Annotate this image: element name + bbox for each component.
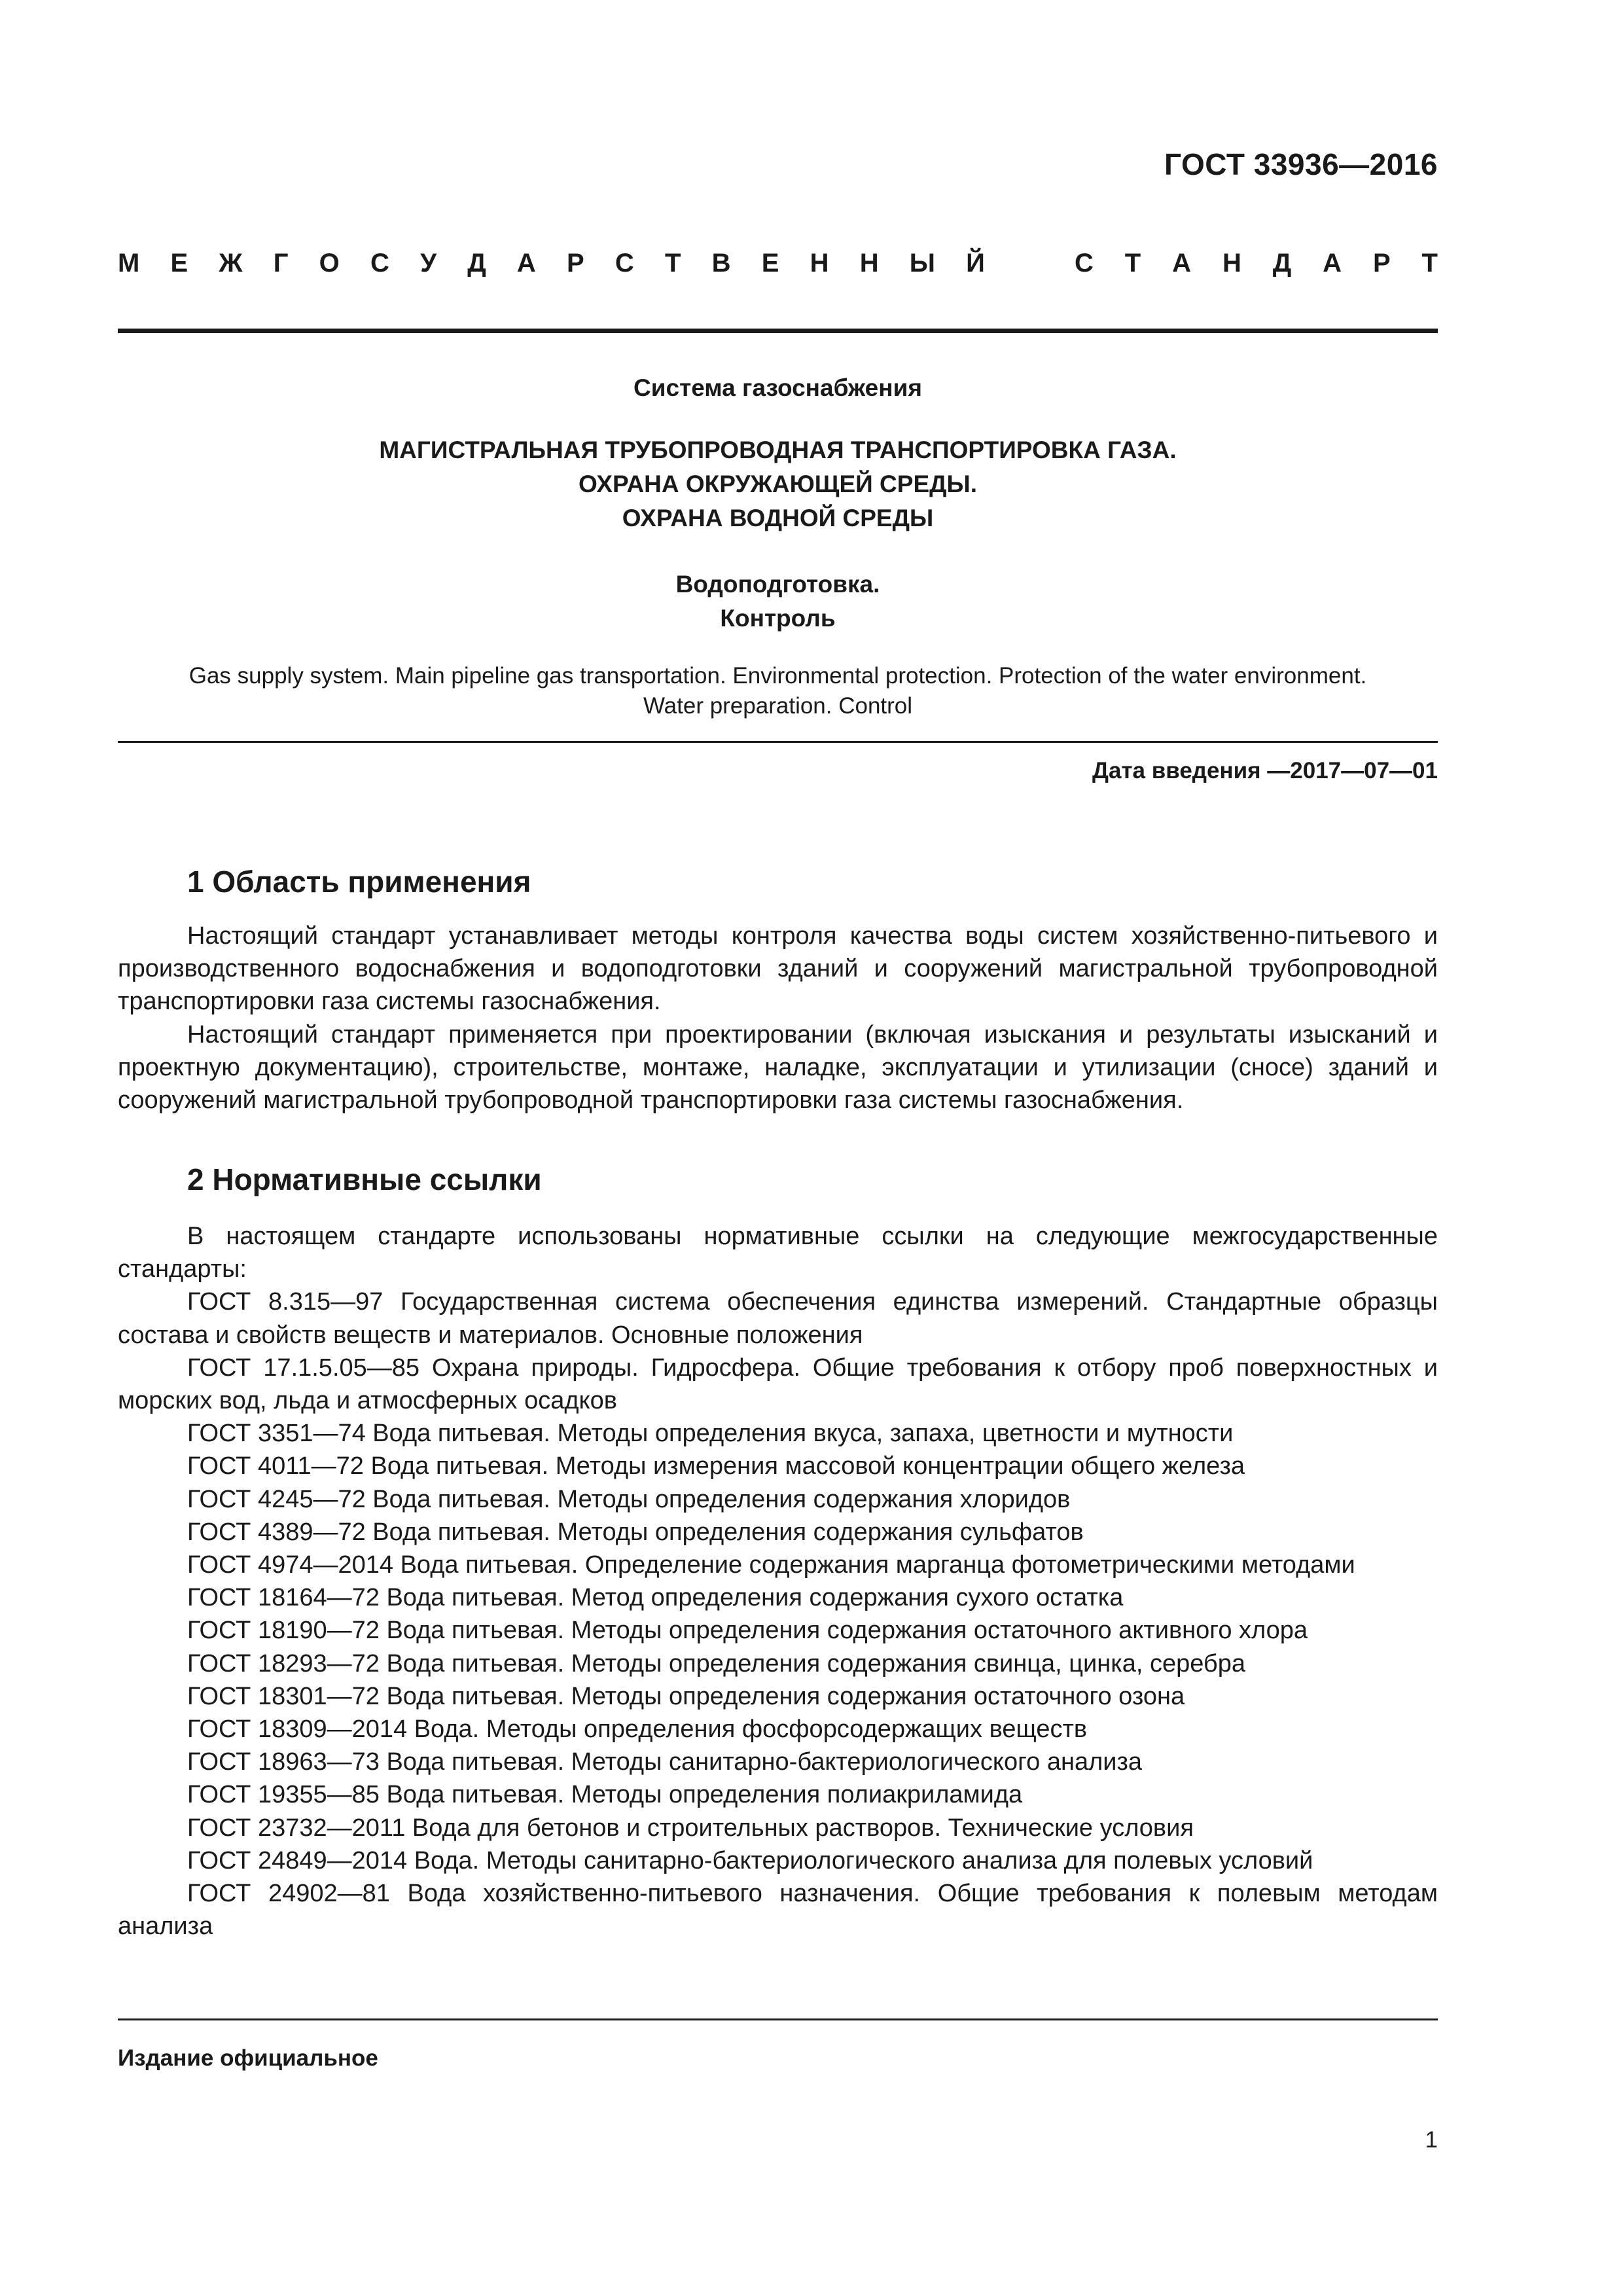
scope-text xyxy=(118,920,1438,1117)
banner-letter: С xyxy=(370,249,389,278)
reference-item: ГОСТ 18293—72 Вода питьевая. Методы определения содержания свинца, цинка, серебра xyxy=(187,1649,1245,1677)
banner-letter: А xyxy=(516,249,536,278)
reference-item: ГОСТ 18301—72 Вода питьевая. Методы определения содержания остаточного озона xyxy=(187,1682,1185,1710)
footer-divider xyxy=(118,2018,1438,2020)
banner-letter: А xyxy=(1172,249,1192,278)
reference-item: ГОСТ 4389—72 Вода питьевая. Методы определения содержания сульфатов xyxy=(187,1518,1084,1546)
banner-letter: А xyxy=(1323,249,1342,278)
page-number: 1 xyxy=(1425,2127,1438,2153)
reference-item: ГОСТ 4974—2014 Вода питьевая. Определение содержания марганца фотометрическими методами xyxy=(187,1551,1355,1579)
banner-letter: О xyxy=(319,249,340,278)
main-title-line: ОХРАНА ВОДНОЙ СРЕДЫ xyxy=(622,505,934,531)
banner-word-standard xyxy=(1075,249,1438,278)
reference-item: ГОСТ 18309—2014 Вода. Методы определения фосфорсодержащих веществ xyxy=(187,1715,1088,1744)
reference-item: ГОСТ 23732—2011 Вода для бетонов и строительных растворов. Технические условия xyxy=(187,1814,1194,1842)
banner-letter: Ы xyxy=(909,249,935,278)
system-title: Система газоснабжения xyxy=(633,374,922,401)
reference-item: ГОСТ 24902—81 Вода хозяйственно-питьевого назначения. Общие требования к полевым методам анализа xyxy=(118,1880,1438,1941)
paragraph: Настоящий стандарт устанавливает методы контроля качества воды систем хозяйственно-питьевого и производственного водоснабжения и водоподготовки зданий и сооружений магистральной трубопроводной транспортировки газа системы газоснабжения. xyxy=(118,922,1438,1016)
banner-letter: Р xyxy=(1372,249,1391,278)
banner-letter: Ж xyxy=(219,249,243,278)
banner-letter: Е xyxy=(761,249,779,278)
main-title-line: МАГИСТРАЛЬНАЯ ТРУБОПРОВОДНАЯ ТРАНСПОРТИРОВКА ГАЗА. xyxy=(379,437,1177,463)
document-number: ГОСТ 33936—2016 xyxy=(1164,147,1438,181)
banner-letter: С xyxy=(615,249,634,278)
banner-letter: У xyxy=(420,249,437,278)
references-intro: В настоящем стандарте использованы нормативные ссылки на следующие межгосударственные стандарты: xyxy=(118,1223,1438,1283)
main-title-line: ОХРАНА ОКРУЖАЮЩЕЙ СРЕДЫ. xyxy=(578,471,977,497)
banner-letter: Д xyxy=(467,249,486,278)
reference-item: ГОСТ 4011—72 Вода питьевая. Методы измерения массовой концентрации общего железа xyxy=(187,1452,1245,1480)
banner-letter: Р xyxy=(566,249,584,278)
english-title xyxy=(118,661,1438,721)
official-edition-label: Издание официальное xyxy=(118,2045,378,2071)
banner-word-interstate xyxy=(118,249,985,278)
standard-type-banner xyxy=(118,249,1438,278)
introduction-date: Дата введения —2017—07—01 xyxy=(1092,758,1438,783)
english-title-line: Gas supply system. Main pipeline gas transportation. Environmental protection. Protection of the water environment. xyxy=(188,663,1367,689)
reference-item: ГОСТ 4245—72 Вода питьевая. Методы определения содержания хлоридов xyxy=(187,1485,1071,1513)
banner-letter: Г xyxy=(273,249,289,278)
section-heading-references: 2 Нормативные ссылки xyxy=(187,1162,542,1196)
banner-letter: Т xyxy=(1124,249,1141,278)
reference-item: ГОСТ 17.1.5.05—85 Охрана природы. Гидросфера. Общие требования к отбору проб поверхностных и морских вод, льда и атмосферных осадков xyxy=(118,1354,1438,1415)
reference-item: ГОСТ 18190—72 Вода питьевая. Методы определения содержания остаточного активного хлора xyxy=(187,1617,1308,1645)
banner-letter: Т xyxy=(664,249,681,278)
section-heading-scope: 1 Область применения xyxy=(187,865,531,899)
sub-title xyxy=(118,567,1438,636)
banner-letter: Е xyxy=(170,249,188,278)
paragraph: Настоящий стандарт применяется при проектировании (включая изыскания и результаты изысканий и проектную документацию), строительстве, монтаже, наладке, эксплуатации и утилизации (сносе) зданий и сооружений магистральной трубопроводной транспортировки газа системы газоснабжения. xyxy=(118,1020,1438,1115)
references-list xyxy=(118,1220,1438,1943)
banner-letter: В xyxy=(711,249,731,278)
banner-letter: Д xyxy=(1272,249,1292,278)
title-divider xyxy=(118,741,1438,743)
header-divider xyxy=(118,329,1438,333)
sub-title-line: Контроль xyxy=(720,605,836,632)
banner-letter: Н xyxy=(859,249,879,278)
banner-letter: М xyxy=(118,249,140,278)
english-title-line: Water preparation. Control xyxy=(643,693,913,719)
banner-letter: Т xyxy=(1421,249,1438,278)
reference-item: ГОСТ 18164—72 Вода питьевая. Метод определения содержания сухого остатка xyxy=(187,1584,1124,1612)
main-title xyxy=(118,433,1438,535)
reference-item: ГОСТ 18963—73 Вода питьевая. Методы санитарно-бактериологического анализа xyxy=(187,1748,1143,1776)
banner-letter: Й xyxy=(966,249,985,278)
reference-item: ГОСТ 3351—74 Вода питьевая. Методы определения вкуса, запаха, цветности и мутности xyxy=(187,1420,1234,1448)
banner-letter: С xyxy=(1075,249,1094,278)
banner-letter: Н xyxy=(810,249,829,278)
reference-item: ГОСТ 8.315—97 Государственная система обеспечения единства измерений. Стандартные образцы состава и свойств веществ и материалов. Основные положения xyxy=(118,1288,1438,1349)
reference-item: ГОСТ 24849—2014 Вода. Методы санитарно-бактериологического анализа для полевых условий xyxy=(187,1846,1313,1874)
reference-item: ГОСТ 19355—85 Вода питьевая. Методы определения полиакриламида xyxy=(187,1781,1023,1809)
banner-letter: Н xyxy=(1222,249,1241,278)
sub-title-line: Водоподготовка. xyxy=(675,571,880,598)
